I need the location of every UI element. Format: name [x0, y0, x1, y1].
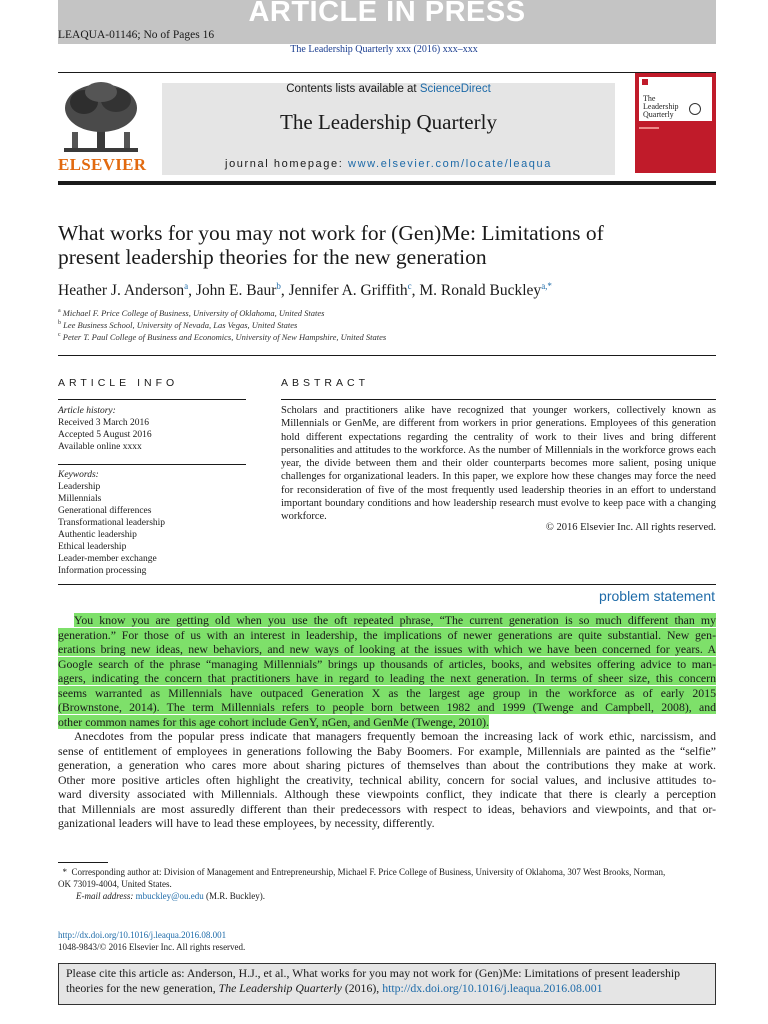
author-name[interactable]: John E. Baur: [195, 282, 277, 300]
sciencedirect-link[interactable]: ScienceDirect: [419, 83, 491, 95]
body-line: ganizational leaders will have to lead these employees, by necessity, differently.: [58, 816, 435, 830]
author-list: [58, 281, 552, 300]
article-info-heading: ARTICLE INFO: [58, 377, 179, 389]
author-sup[interactable]: b: [276, 281, 281, 291]
body-line: [58, 642, 716, 657]
abstract-bottom-rule: [58, 584, 716, 585]
article-info-rule: [58, 399, 246, 400]
abstract-rule: [281, 399, 716, 400]
received-date: Received 3 March 2016: [58, 418, 150, 428]
body-line: Anecdotes from the popular press indicate that managers frequently bemoan the increasing lack of work ethic, narcissism, and: [74, 729, 716, 743]
cover-panel: [639, 77, 712, 121]
keyword: Ethical leadership: [58, 542, 127, 552]
abstract-heading: ABSTRACT: [281, 377, 370, 389]
journal-title: The Leadership Quarterly: [280, 110, 497, 134]
cite-year: (2016),: [341, 980, 383, 995]
cover-line-decoration: [639, 127, 659, 129]
doi-block: [58, 929, 245, 953]
accepted-date: Accepted 5 August 2016: [58, 430, 152, 440]
keyword: Generational differences: [58, 506, 152, 516]
author-sep: ,: [188, 282, 196, 300]
header-top-rule: [58, 72, 716, 73]
title-line-2: present leadership theories for the new generation: [58, 245, 487, 269]
body-line: [58, 686, 716, 701]
aff-text: Michael F. Price College of Business, University of Oklahoma, United States: [62, 308, 325, 318]
body-line: ward diversity associated with Millennials. Although these viewpoints conflict, they indicate that there is clearly a perception: [58, 787, 716, 801]
aff-text: Peter T. Paul College of Business and Economics, University of New Hampshire, United States: [62, 332, 387, 342]
footnote-line-2: OK 73019-4004, United States.: [58, 879, 172, 889]
affiliation: [58, 308, 324, 318]
journal-citation: The Leadership Quarterly xxx (2016) xxx–xxx: [290, 44, 478, 55]
aff-text: Lee Business School, University of Nevada, Las Vegas, United States: [63, 320, 298, 330]
author-sup[interactable]: a: [184, 281, 189, 291]
keyword: Information processing: [58, 566, 147, 576]
footnote-email-line: [58, 890, 716, 902]
cover-title-2: Leadership: [643, 102, 679, 111]
body-line: Other more positive articles often highlight the creativity, technical ability, concern for social values, and inclusive attitudes to-: [58, 772, 716, 787]
author-name[interactable]: M. Ronald Buckley: [419, 282, 542, 300]
footnote-rule: [58, 862, 108, 863]
keywords-label: Keywords:: [58, 470, 99, 480]
highlighted-text: (Brownstone, 2014). The term Millennials refers to people born between 1982 and 1999 (Twenge and Campbell, 2008), and: [58, 700, 716, 714]
footnote-star: *: [62, 867, 67, 877]
cover-emblem: [642, 79, 648, 85]
keywords-rule: [58, 464, 246, 465]
article-history: [58, 405, 152, 453]
abstract-copyright: © 2016 Elsevier Inc. All rights reserved.: [545, 522, 716, 533]
keyword: Leader-member exchange: [58, 554, 157, 564]
body-line: that Millennials are most assuredly different than their predecessors with respect to ideas, behaviors and viewpoints, and that or-: [58, 801, 716, 816]
cite-this-article-box: [58, 963, 716, 1005]
contents-prefix: Contents lists available at: [286, 83, 420, 95]
paper-title: [58, 221, 718, 269]
journal-cover-image: [635, 73, 716, 173]
body-line: [58, 715, 716, 730]
problem-statement-annotation: problem statement: [599, 588, 715, 604]
contents-line: [162, 83, 615, 95]
body-line: [58, 613, 716, 628]
keywords-list: [58, 469, 165, 577]
title-line-1: What works for you may not work for (Gen)Me: Limitations of: [58, 221, 604, 245]
email-link[interactable]: mbuckley@ou.edu: [135, 891, 204, 901]
affiliation: [58, 320, 297, 330]
author-sup[interactable]: c: [407, 281, 412, 291]
highlighted-text: other common names for this age cohort include GenY, nGen, and GenMe (Twenge, 2010).: [58, 714, 490, 729]
highlighted-text: agers, indicating the concern that practitioners have in regard to leading the next generation. In terms of sheer size, this concern: [58, 671, 716, 685]
keyword: Leadership: [58, 482, 101, 492]
doi-link[interactable]: http://dx.doi.org/10.1016/j.leaqua.2016.08.001: [58, 930, 227, 940]
cover-title-1: The: [643, 94, 656, 103]
body-paragraph-2: [58, 729, 716, 831]
body-line: [58, 700, 716, 715]
aff-sup: c: [58, 332, 61, 339]
author-sep: ,: [280, 282, 289, 300]
body-paragraph-1: [58, 613, 716, 729]
body-line: [58, 628, 716, 643]
highlighted-text: Google search of the phrase “managing Millennials” brings up thousands of articles, books, and websites offering advice to man-: [58, 656, 716, 671]
highlighted-text: seems warranted as Millennials have outpaced Generation X as the largest age group in the workforce as of early 2015: [58, 685, 716, 700]
cover-title-3: Quarterly: [643, 110, 674, 119]
footnote-line: [58, 866, 716, 878]
body-line: sense of entitlement of employees in generations following the Baby Boomers. For example, Millennials are painted as the “selfie”: [58, 743, 716, 758]
cite-prefix: Please cite this article as: Anderson, H.J., et al., What works for you may not work for (Gen)Me: Limitations of present leadership theories for the new generation,: [66, 966, 681, 995]
keyword: Transformational leadership: [58, 518, 166, 528]
online-date: Available online xxxx: [58, 442, 142, 452]
body-line: [58, 657, 716, 672]
history-label: Article history:: [58, 406, 116, 416]
affiliation-rule: [58, 355, 716, 356]
homepage-line: [162, 158, 615, 170]
body-line: [58, 671, 716, 686]
aff-sup: b: [58, 320, 61, 327]
body-line: generation, a generation who cares more about sharing pictures of themselves than about the contributions they make at work.: [58, 758, 716, 772]
email-suffix: (M.R. Buckley).: [205, 891, 265, 901]
author-sep: ,: [411, 282, 420, 300]
author-name[interactable]: Jennifer A. Griffith: [288, 282, 408, 300]
author-sup[interactable]: a,*: [541, 281, 552, 291]
keyword: Authentic leadership: [58, 530, 137, 540]
highlighted-text: You know you are getting old when you use the oft repeated phrase, “The current generation is so much different than my: [74, 613, 716, 627]
header-bottom-rule: [58, 181, 716, 185]
aff-sup: a: [58, 308, 61, 315]
author-name[interactable]: Heather J. Anderson: [58, 282, 185, 300]
abstract-text: Scholars and practitioners alike have recognized that younger workers, collectively known as Millennials or GenMe, are different from workers in prior generations. Employees of this generation hold different expectations regarding the centrality of work to their lives and bring different personalities and attitudes to the workforce. As the number of Millennials in the workforce grows each year, the divide between them and their older counterparts becomes more salient, posing unique challenges for organizational leaders. In this paper, we explore how these changes may force the need for reconsideration of five of the most frequently used leadership theories in an effort to understand important boundary conditions and how leadership research must evolve to keep pace with a changing workforce.: [281, 405, 716, 523]
homepage-prefix: journal homepage:: [225, 158, 349, 170]
issn-line: 1048-9843/© 2016 Elsevier Inc. All rights reserved.: [58, 942, 246, 952]
elsevier-wordmark: ELSEVIER: [58, 155, 147, 174]
footnote-corresponding: Corresponding author at: Division of Management and Entrepreneurship, Michael F. Price College of Business, University of Oklahoma, 307 West Brooks, Norman,: [71, 867, 666, 877]
cite-doi-link[interactable]: http://dx.doi.org/10.1016/j.leaqua.2016.08.001: [382, 980, 603, 995]
cite-text: [66, 966, 708, 995]
email-label: E-mail address:: [76, 891, 134, 901]
cite-journal: The Leadership Quarterly: [218, 980, 342, 995]
keyword: Millennials: [58, 494, 102, 504]
homepage-link[interactable]: www.elsevier.com/locate/leaqua: [348, 158, 552, 170]
corresponding-author-footnote: [58, 866, 716, 902]
cover-circle-icon: [689, 103, 701, 115]
journal-header-box: [162, 83, 615, 175]
highlighted-text: generation.” For those of us with an interest in leadership, the implications of newer generations are quite substantial. New gen-: [58, 627, 716, 642]
article-id: LEAQUA-01146; No of Pages 16: [58, 29, 215, 41]
affiliation: [58, 332, 386, 342]
banner-text: ARTICLE IN PRESS: [248, 0, 526, 28]
highlighted-text: erations bring new ideas, new behaviors, and new ways of looking at the issues with which we have been concerned for years. A: [58, 642, 716, 656]
